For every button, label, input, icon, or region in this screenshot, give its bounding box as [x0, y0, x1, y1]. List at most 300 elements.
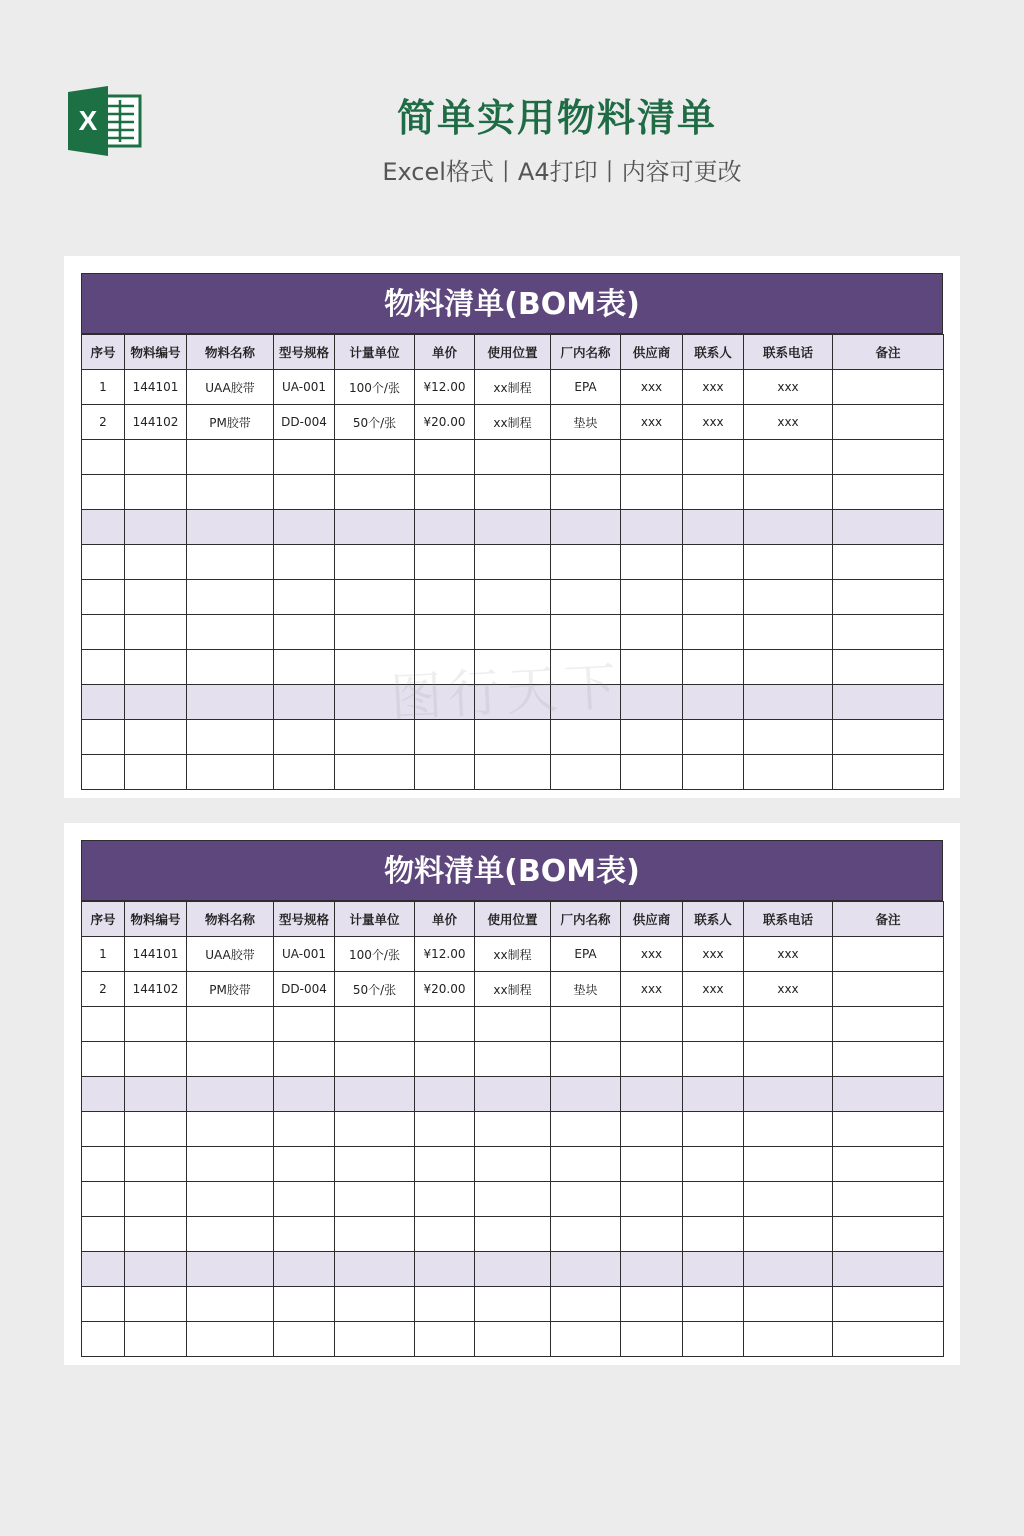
empty-cell[interactable] — [621, 545, 683, 580]
empty-cell[interactable] — [744, 1042, 833, 1077]
empty-cell[interactable] — [274, 720, 335, 755]
empty-cell[interactable] — [187, 1322, 274, 1357]
empty-cell[interactable] — [683, 685, 744, 720]
empty-cell[interactable] — [335, 545, 415, 580]
empty-cell[interactable] — [415, 440, 475, 475]
empty-cell[interactable] — [475, 1147, 551, 1182]
empty-cell[interactable] — [335, 720, 415, 755]
empty-cell[interactable] — [187, 1007, 274, 1042]
empty-cell[interactable] — [274, 440, 335, 475]
empty-cell[interactable] — [82, 440, 125, 475]
empty-cell[interactable] — [82, 1182, 125, 1217]
empty-cell[interactable] — [274, 510, 335, 545]
empty-cell[interactable] — [833, 475, 944, 510]
empty-cell[interactable] — [621, 720, 683, 755]
empty-cell[interactable] — [187, 510, 274, 545]
empty-row — [82, 545, 944, 580]
empty-cell[interactable] — [125, 1112, 187, 1147]
empty-cell[interactable] — [621, 510, 683, 545]
empty-cell[interactable] — [475, 475, 551, 510]
empty-cell[interactable] — [744, 475, 833, 510]
empty-cell[interactable] — [683, 1287, 744, 1322]
empty-cell[interactable] — [82, 720, 125, 755]
empty-cell[interactable] — [683, 1007, 744, 1042]
empty-row — [82, 475, 944, 510]
empty-cell[interactable] — [415, 1112, 475, 1147]
table-cell[interactable]: DD-004 — [274, 405, 335, 440]
bom-sheet-1 — [64, 256, 960, 798]
empty-cell[interactable] — [833, 440, 944, 475]
empty-cell[interactable] — [475, 1042, 551, 1077]
empty-cell[interactable] — [274, 475, 335, 510]
empty-cell[interactable] — [415, 1322, 475, 1357]
empty-cell[interactable] — [475, 755, 551, 790]
empty-cell[interactable] — [475, 1182, 551, 1217]
table-cell[interactable]: 2 — [82, 972, 125, 1007]
empty-cell[interactable] — [125, 1252, 187, 1287]
empty-cell[interactable] — [475, 1077, 551, 1112]
empty-cell[interactable] — [744, 440, 833, 475]
empty-cell[interactable] — [683, 1182, 744, 1217]
empty-cell[interactable] — [683, 580, 744, 615]
table-title: 物料清单(BOM表) — [81, 840, 943, 901]
table-cell[interactable]: ¥20.00 — [415, 405, 475, 440]
empty-cell[interactable] — [125, 1322, 187, 1357]
table-cell[interactable]: xx制程 — [475, 370, 551, 405]
empty-cell[interactable] — [125, 1287, 187, 1322]
empty-cell[interactable] — [475, 650, 551, 685]
empty-cell[interactable] — [82, 1322, 125, 1357]
empty-cell[interactable] — [125, 1007, 187, 1042]
empty-cell[interactable] — [274, 755, 335, 790]
empty-cell[interactable] — [621, 1252, 683, 1287]
table-cell[interactable]: 50个/张 — [335, 405, 415, 440]
empty-cell[interactable] — [621, 1287, 683, 1322]
empty-cell[interactable] — [187, 685, 274, 720]
empty-cell[interactable] — [833, 1077, 944, 1112]
empty-cell[interactable] — [415, 580, 475, 615]
empty-cell[interactable] — [415, 475, 475, 510]
empty-cell[interactable] — [335, 1217, 415, 1252]
empty-cell[interactable] — [335, 1112, 415, 1147]
empty-cell[interactable] — [551, 1112, 621, 1147]
empty-cell[interactable] — [82, 1252, 125, 1287]
table-cell[interactable]: xx制程 — [475, 972, 551, 1007]
empty-cell[interactable] — [744, 650, 833, 685]
empty-cell[interactable] — [335, 510, 415, 545]
table-cell[interactable]: xxx — [621, 370, 683, 405]
table-cell[interactable]: 2 — [82, 405, 125, 440]
empty-cell[interactable] — [82, 650, 125, 685]
empty-cell[interactable] — [187, 475, 274, 510]
empty-cell[interactable] — [125, 440, 187, 475]
empty-cell[interactable] — [744, 685, 833, 720]
empty-cell[interactable] — [187, 1217, 274, 1252]
empty-cell[interactable] — [125, 1147, 187, 1182]
empty-cell[interactable] — [82, 1217, 125, 1252]
empty-cell[interactable] — [744, 1147, 833, 1182]
empty-cell[interactable] — [551, 755, 621, 790]
empty-cell[interactable] — [125, 650, 187, 685]
empty-cell[interactable] — [833, 1042, 944, 1077]
empty-cell[interactable] — [744, 1217, 833, 1252]
empty-cell[interactable] — [82, 510, 125, 545]
empty-cell[interactable] — [274, 615, 335, 650]
empty-cell[interactable] — [475, 685, 551, 720]
table-cell[interactable]: 1 — [82, 937, 125, 972]
empty-cell[interactable] — [415, 1217, 475, 1252]
empty-cell[interactable] — [683, 510, 744, 545]
empty-cell[interactable] — [833, 685, 944, 720]
empty-row — [82, 615, 944, 650]
empty-cell[interactable] — [187, 755, 274, 790]
table-cell[interactable]: ¥12.00 — [415, 937, 475, 972]
empty-cell[interactable] — [551, 1147, 621, 1182]
empty-cell[interactable] — [475, 720, 551, 755]
empty-cell[interactable] — [683, 755, 744, 790]
table-cell[interactable]: PM胶带 — [187, 405, 274, 440]
empty-cell[interactable] — [744, 580, 833, 615]
bom-sheet-2 — [64, 823, 960, 1365]
table-cell[interactable]: xx制程 — [475, 405, 551, 440]
empty-cell[interactable] — [125, 1182, 187, 1217]
empty-cell[interactable] — [125, 580, 187, 615]
empty-cell[interactable] — [551, 440, 621, 475]
empty-cell[interactable] — [683, 1322, 744, 1357]
empty-cell[interactable] — [82, 545, 125, 580]
empty-cell[interactable] — [621, 1042, 683, 1077]
empty-cell[interactable] — [621, 1217, 683, 1252]
empty-cell[interactable] — [744, 1007, 833, 1042]
empty-cell[interactable] — [833, 545, 944, 580]
table-cell[interactable]: ¥12.00 — [415, 370, 475, 405]
empty-cell[interactable] — [125, 720, 187, 755]
empty-cell[interactable] — [833, 615, 944, 650]
empty-cell[interactable] — [744, 1322, 833, 1357]
empty-cell[interactable] — [274, 1217, 335, 1252]
empty-cell[interactable] — [415, 1147, 475, 1182]
empty-cell[interactable] — [475, 440, 551, 475]
table-cell[interactable]: UAA胶带 — [187, 937, 274, 972]
empty-cell[interactable] — [621, 755, 683, 790]
empty-cell[interactable] — [475, 1007, 551, 1042]
empty-cell[interactable] — [415, 755, 475, 790]
table-cell[interactable]: xx制程 — [475, 937, 551, 972]
empty-cell[interactable] — [335, 1322, 415, 1357]
empty-cell[interactable] — [683, 1077, 744, 1112]
empty-cell[interactable] — [683, 1042, 744, 1077]
empty-cell[interactable] — [621, 1147, 683, 1182]
empty-cell[interactable] — [683, 650, 744, 685]
empty-cell[interactable] — [274, 685, 335, 720]
empty-cell[interactable] — [82, 685, 125, 720]
empty-cell[interactable] — [187, 1077, 274, 1112]
table-cell[interactable]: 垫块 — [551, 405, 621, 440]
empty-cell[interactable] — [335, 1182, 415, 1217]
empty-cell[interactable] — [475, 1287, 551, 1322]
table-cell[interactable]: EPA — [551, 937, 621, 972]
empty-cell[interactable] — [187, 1147, 274, 1182]
empty-cell[interactable] — [551, 650, 621, 685]
empty-cell[interactable] — [475, 510, 551, 545]
empty-cell[interactable] — [415, 685, 475, 720]
empty-cell[interactable] — [335, 615, 415, 650]
empty-cell[interactable] — [833, 1287, 944, 1322]
table-cell[interactable]: 垫块 — [551, 972, 621, 1007]
empty-cell[interactable] — [415, 1252, 475, 1287]
table-cell[interactable]: UA-001 — [274, 370, 335, 405]
empty-cell[interactable] — [551, 510, 621, 545]
empty-cell[interactable] — [187, 615, 274, 650]
empty-cell[interactable] — [744, 1252, 833, 1287]
empty-cell[interactable] — [415, 1042, 475, 1077]
empty-cell[interactable] — [125, 685, 187, 720]
empty-cell[interactable] — [415, 545, 475, 580]
table-cell[interactable]: 144101 — [125, 937, 187, 972]
empty-cell[interactable] — [833, 510, 944, 545]
empty-cell[interactable] — [335, 1077, 415, 1112]
empty-cell[interactable] — [335, 1252, 415, 1287]
table-cell[interactable]: 144102 — [125, 405, 187, 440]
empty-cell[interactable] — [187, 1252, 274, 1287]
empty-cell[interactable] — [621, 685, 683, 720]
empty-cell[interactable] — [82, 1112, 125, 1147]
empty-cell[interactable] — [744, 615, 833, 650]
empty-cell[interactable] — [335, 685, 415, 720]
table-cell[interactable]: ¥20.00 — [415, 972, 475, 1007]
empty-cell[interactable] — [551, 545, 621, 580]
empty-cell[interactable] — [187, 720, 274, 755]
empty-cell[interactable] — [833, 1252, 944, 1287]
empty-cell[interactable] — [744, 720, 833, 755]
empty-cell[interactable] — [125, 1042, 187, 1077]
empty-cell[interactable] — [621, 650, 683, 685]
empty-cell[interactable] — [82, 580, 125, 615]
header-row — [82, 335, 944, 370]
empty-cell[interactable] — [475, 1217, 551, 1252]
empty-cell[interactable] — [744, 755, 833, 790]
empty-cell[interactable] — [551, 1042, 621, 1077]
empty-cell[interactable] — [335, 440, 415, 475]
empty-cell[interactable] — [551, 580, 621, 615]
table-cell[interactable]: xxx — [744, 370, 833, 405]
empty-cell[interactable] — [833, 720, 944, 755]
table-cell[interactable]: xxx — [683, 937, 744, 972]
empty-cell[interactable] — [274, 1042, 335, 1077]
empty-cell[interactable] — [187, 650, 274, 685]
empty-cell[interactable] — [621, 1112, 683, 1147]
empty-cell[interactable] — [475, 1252, 551, 1287]
column-header: 备注 — [833, 335, 944, 370]
empty-cell[interactable] — [415, 1287, 475, 1322]
empty-cell[interactable] — [125, 615, 187, 650]
empty-cell[interactable] — [274, 1287, 335, 1322]
table-cell[interactable]: xxx — [621, 937, 683, 972]
empty-cell[interactable] — [187, 440, 274, 475]
table-cell[interactable] — [833, 405, 944, 440]
table-cell[interactable]: xxx — [744, 405, 833, 440]
table-cell[interactable]: EPA — [551, 370, 621, 405]
table-cell[interactable]: 1 — [82, 370, 125, 405]
empty-cell[interactable] — [187, 1287, 274, 1322]
empty-cell[interactable] — [621, 615, 683, 650]
empty-cell[interactable] — [475, 615, 551, 650]
empty-cell[interactable] — [551, 1182, 621, 1217]
empty-cell[interactable] — [683, 1112, 744, 1147]
empty-cell[interactable] — [187, 1112, 274, 1147]
table-cell[interactable]: UAA胶带 — [187, 370, 274, 405]
empty-cell[interactable] — [335, 475, 415, 510]
table-title: 物料清单(BOM表) — [81, 273, 943, 334]
empty-cell[interactable] — [335, 1287, 415, 1322]
empty-cell[interactable] — [415, 650, 475, 685]
empty-cell[interactable] — [551, 1077, 621, 1112]
empty-cell[interactable] — [744, 1182, 833, 1217]
empty-cell[interactable] — [744, 1077, 833, 1112]
empty-cell[interactable] — [551, 615, 621, 650]
table-cell[interactable]: xxx — [744, 972, 833, 1007]
empty-cell[interactable] — [274, 1112, 335, 1147]
empty-cell[interactable] — [744, 1112, 833, 1147]
empty-cell[interactable] — [621, 1007, 683, 1042]
table-cell[interactable]: 144102 — [125, 972, 187, 1007]
empty-cell[interactable] — [415, 1182, 475, 1217]
empty-cell[interactable] — [415, 510, 475, 545]
empty-cell[interactable] — [125, 1217, 187, 1252]
table-cell[interactable]: DD-004 — [274, 972, 335, 1007]
empty-cell[interactable] — [82, 475, 125, 510]
empty-cell[interactable] — [415, 1077, 475, 1112]
empty-cell[interactable] — [82, 615, 125, 650]
table-cell[interactable]: xxx — [621, 405, 683, 440]
empty-cell[interactable] — [833, 1007, 944, 1042]
empty-cell[interactable] — [415, 1007, 475, 1042]
empty-cell[interactable] — [274, 1182, 335, 1217]
empty-cell[interactable] — [833, 1182, 944, 1217]
empty-cell[interactable] — [551, 1322, 621, 1357]
table-cell[interactable]: xxx — [621, 972, 683, 1007]
empty-cell[interactable] — [833, 1217, 944, 1252]
empty-cell[interactable] — [551, 720, 621, 755]
empty-cell[interactable] — [415, 615, 475, 650]
empty-cell[interactable] — [551, 1007, 621, 1042]
empty-cell[interactable] — [551, 1287, 621, 1322]
empty-cell[interactable] — [551, 685, 621, 720]
table-cell[interactable] — [833, 937, 944, 972]
empty-cell[interactable] — [274, 650, 335, 685]
empty-cell[interactable] — [187, 580, 274, 615]
empty-cell[interactable] — [82, 1042, 125, 1077]
empty-cell[interactable] — [475, 580, 551, 615]
table-cell[interactable]: xxx — [744, 937, 833, 972]
empty-cell[interactable] — [833, 1112, 944, 1147]
empty-cell[interactable] — [621, 475, 683, 510]
table-cell[interactable]: 100个/张 — [335, 370, 415, 405]
empty-cell[interactable] — [551, 475, 621, 510]
empty-cell[interactable] — [82, 755, 125, 790]
empty-cell[interactable] — [274, 1147, 335, 1182]
empty-cell[interactable] — [475, 1112, 551, 1147]
empty-cell[interactable] — [621, 1077, 683, 1112]
empty-cell[interactable] — [274, 1077, 335, 1112]
column-header: 物料编号 — [125, 335, 187, 370]
empty-cell[interactable] — [274, 1007, 335, 1042]
empty-cell[interactable] — [683, 440, 744, 475]
empty-row — [82, 1042, 944, 1077]
table-cell[interactable]: xxx — [683, 972, 744, 1007]
empty-cell[interactable] — [551, 1252, 621, 1287]
empty-cell[interactable] — [335, 1042, 415, 1077]
empty-cell[interactable] — [335, 580, 415, 615]
empty-cell[interactable] — [475, 1322, 551, 1357]
empty-cell[interactable] — [683, 1217, 744, 1252]
table-cell[interactable]: xxx — [683, 405, 744, 440]
empty-cell[interactable] — [415, 720, 475, 755]
empty-cell[interactable] — [683, 615, 744, 650]
table-cell[interactable] — [833, 370, 944, 405]
empty-cell[interactable] — [274, 580, 335, 615]
table-cell[interactable]: 100个/张 — [335, 937, 415, 972]
empty-cell[interactable] — [744, 510, 833, 545]
empty-cell[interactable] — [274, 1322, 335, 1357]
empty-cell[interactable] — [274, 545, 335, 580]
empty-cell[interactable] — [621, 580, 683, 615]
empty-cell[interactable] — [683, 545, 744, 580]
empty-cell[interactable] — [187, 1182, 274, 1217]
empty-cell[interactable] — [125, 755, 187, 790]
table-cell[interactable]: 50个/张 — [335, 972, 415, 1007]
empty-cell[interactable] — [187, 1042, 274, 1077]
empty-cell[interactable] — [335, 650, 415, 685]
empty-cell[interactable] — [82, 1147, 125, 1182]
empty-cell[interactable] — [125, 545, 187, 580]
empty-cell[interactable] — [683, 1147, 744, 1182]
empty-cell[interactable] — [475, 545, 551, 580]
table-cell[interactable] — [833, 972, 944, 1007]
empty-cell[interactable] — [125, 510, 187, 545]
empty-cell[interactable] — [744, 1287, 833, 1322]
empty-cell[interactable] — [833, 1147, 944, 1182]
empty-cell[interactable] — [82, 1287, 125, 1322]
empty-cell[interactable] — [82, 1077, 125, 1112]
empty-cell[interactable] — [125, 475, 187, 510]
empty-cell[interactable] — [621, 1182, 683, 1217]
empty-cell[interactable] — [82, 1007, 125, 1042]
empty-cell[interactable] — [833, 1322, 944, 1357]
table-cell[interactable]: xxx — [683, 370, 744, 405]
empty-cell[interactable] — [833, 650, 944, 685]
empty-cell[interactable] — [683, 720, 744, 755]
empty-cell[interactable] — [335, 1007, 415, 1042]
empty-cell[interactable] — [551, 1217, 621, 1252]
empty-cell[interactable] — [683, 475, 744, 510]
column-header: 计量单位 — [335, 335, 415, 370]
empty-cell[interactable] — [125, 1077, 187, 1112]
empty-cell[interactable] — [187, 545, 274, 580]
empty-cell[interactable] — [335, 1147, 415, 1182]
empty-cell[interactable] — [833, 580, 944, 615]
empty-cell[interactable] — [621, 440, 683, 475]
empty-cell[interactable] — [833, 755, 944, 790]
table-cell[interactable]: UA-001 — [274, 937, 335, 972]
table-cell[interactable]: 144101 — [125, 370, 187, 405]
empty-cell[interactable] — [683, 1252, 744, 1287]
table-cell[interactable]: PM胶带 — [187, 972, 274, 1007]
empty-cell[interactable] — [274, 1252, 335, 1287]
empty-cell[interactable] — [744, 545, 833, 580]
empty-cell[interactable] — [335, 755, 415, 790]
empty-cell[interactable] — [621, 1322, 683, 1357]
